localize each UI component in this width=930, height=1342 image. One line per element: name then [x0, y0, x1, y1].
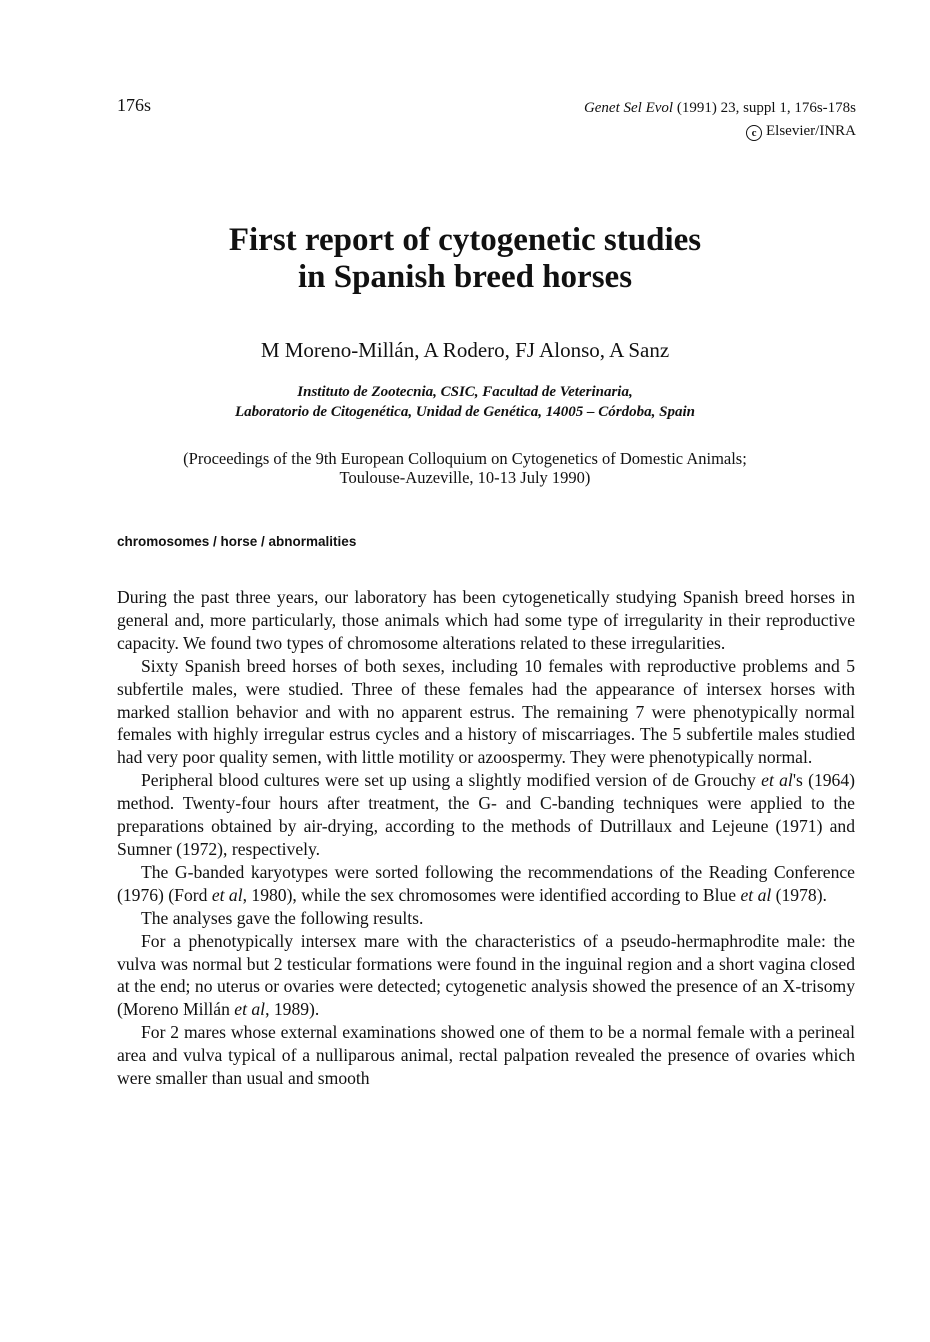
paragraph-6-text-a: For a phenotypically intersex mare with the characteristics of a pseudo-hermaphrodite male: the vulva was normal but 2 testicular formations were found in the inguinal region and a short vagina closed at the end; no uterus or ovaries were detected; cytogenetic analysis showed the presence of an X-trisomy (Moreno Millán: [117, 930, 855, 1020]
paragraph-3-text-a: Peripheral blood cultures were set up using a slightly modified version of de Grouchy: [141, 770, 762, 791]
copyright-icon: c: [746, 125, 762, 141]
journal-citation: [584, 97, 856, 143]
paper-title: [0, 222, 930, 296]
paragraph-2: Sixty Spanish breed horses of both sexes, including 10 females with reproductive problems and 5 subfertile males, were studied. Three of these females had the appearance of intersex horses with marked stallion behavior and with no apparent estrus. The remaining 7 were phenotypically normal females with highly irregular estrus cycles and a history of miscarriages. The 5 subfertile males studied had very poor quality semen, with little motility or azoospermy. They were phenotypically normal.: [117, 655, 855, 768]
proceedings-line-1: (Proceedings of the 9th European Colloquium on Cytogenetics of Domestic Animals;: [183, 449, 747, 468]
paragraph-1: During the past three years, our laboratory has been cytogenetically studying Spanish breed horses in general and, more particularly, those animals which had some type of irregularity in their reproductive capacity. We found two types of chromosome alterations related to these irregularities.: [117, 587, 855, 653]
et-al: et al: [234, 999, 266, 1020]
paragraph-6-text-b: , 1989).: [265, 999, 320, 1020]
proceedings-line-2: Toulouse-Auzeville, 10-13 July 1990): [339, 468, 591, 487]
title-line-1: First report of cytogenetic studies: [228, 222, 702, 258]
citation-line: [584, 97, 856, 120]
paragraph-6: [117, 930, 855, 1022]
paragraph-3-text-b: 's (1964) method. Twenty-four hours after treatment, the G- and C-banding techniques were applied to the preparations obtained by air-drying, according to the methods of Dutrillaux and Lejeune (1971) and Sumner (1972), respectively.: [117, 770, 856, 859]
et-al: et al: [211, 884, 243, 905]
paragraph-4-text-a: The G-banded karyotypes were sorted following the recommendations of the Reading Conference (1976) (Ford: [117, 861, 855, 905]
paragraph-7: For 2 mares whose external examinations showed one of them to be a normal female with a perineal area and vulva typical of a nulliparous animal, rectal palpation revealed the presence of ovaries which were smaller than usual and smooth: [117, 1022, 855, 1089]
paragraph-4-text-b: , 1980), while the sex chromosomes were identified according to Blue: [242, 884, 741, 905]
affiliation-line-1: Instituto de Zootecnia, CSIC, Facultad de Veterinaria,: [297, 384, 633, 400]
paragraph-5: The analyses gave the following results.: [141, 907, 424, 928]
body-text: [117, 586, 855, 1090]
paragraph-3: [117, 769, 855, 861]
et-al: et al: [740, 884, 772, 905]
title-line-2: in Spanish breed horses: [297, 259, 633, 295]
authors: M Moreno-Millán, A Rodero, FJ Alonso, A Sanz: [260, 338, 670, 362]
affiliation: [0, 382, 930, 422]
page-number: 176s: [117, 95, 152, 115]
copyright-line: [584, 120, 856, 143]
journal-name: Genet Sel Evol: [583, 100, 674, 116]
keywords: chromosomes / horse / abnormalities: [117, 534, 357, 549]
paragraph-4: [117, 861, 855, 907]
paragraph-4-text-c: (1978).: [771, 884, 827, 905]
affiliation-line-2: Laboratorio de Citogenética, Unidad de Genética, 14005 – Córdoba, Spain: [235, 404, 695, 420]
citation-details: (1991) 23, suppl 1, 176s-178s: [676, 100, 856, 116]
proceedings-note: [0, 449, 930, 487]
et-al: et al: [761, 770, 793, 791]
publisher: Elsevier/INRA: [766, 123, 856, 139]
